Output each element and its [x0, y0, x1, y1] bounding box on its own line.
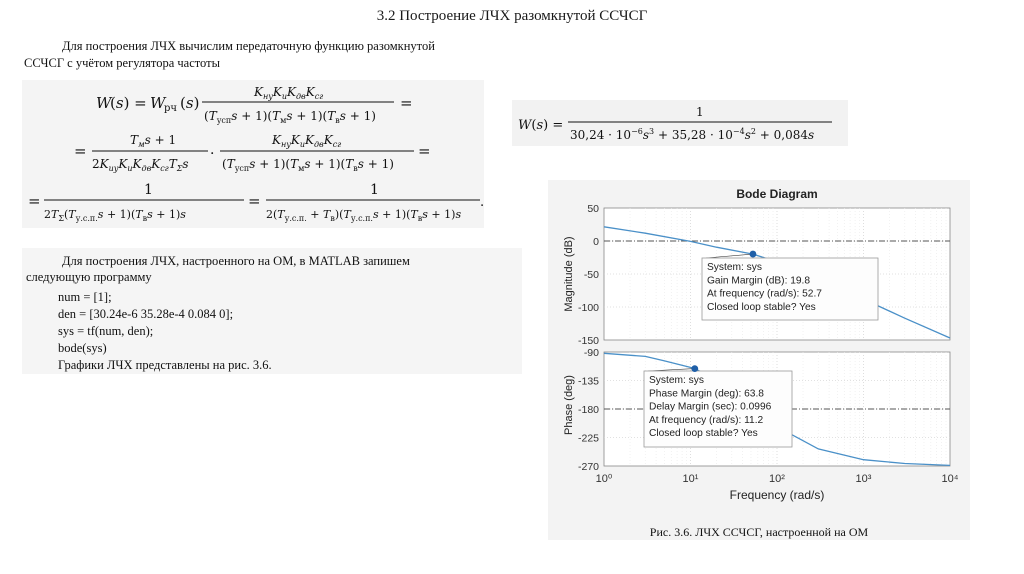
x-tick: 10¹: [682, 473, 699, 485]
code-outro: Графики ЛЧХ представлены на рис. 3.6.: [58, 358, 272, 372]
xlabel: Frequency (rad/s): [729, 488, 825, 502]
magnitude-datatip-line: At frequency (rad/s): 52.7: [707, 288, 822, 300]
figure-panel: [548, 180, 970, 540]
magnitude-datatip-line: System: sys: [707, 262, 762, 273]
code-intro-line2: следующую программу: [26, 270, 152, 284]
magnitude-datatip-line: Closed loop stable? Yes: [707, 301, 816, 313]
phase-ytick: -180: [577, 404, 599, 416]
magnitude-ytick: -50: [583, 269, 599, 281]
phase-axes: [578, 347, 959, 485]
x-tick: 10²: [769, 473, 785, 485]
intro-line2: ССЧСГ с учётом регулятора частоты: [24, 56, 220, 70]
phase-datatip-line: Phase Margin (deg): 63.8: [649, 388, 764, 400]
magnitude-marker: [750, 251, 757, 258]
magnitude-ylabel: Magnitude (dB): [563, 236, 575, 312]
eq1-den: $(T_{усп}s + 1)(T_мs + 1)(T_вs + 1)$: [204, 109, 376, 125]
tf-den: $30,24 \cdot 10^{-6}s^3 + 35,28 \cdot 10^{-4}s^2 + 0,084s$: [570, 127, 815, 142]
equation-svg: [22, 80, 484, 228]
equation-block: [22, 80, 484, 228]
figure-caption: Рис. 3.6. ЛЧХ ССЧСГ, настроенной на ОМ: [649, 525, 869, 539]
tf-num: 1: [696, 105, 704, 119]
magnitude-datatip-line: Gain Margin (dB): 19.8: [707, 275, 811, 287]
eq3-eq2: =: [248, 192, 261, 210]
phase-ytick: -270: [577, 461, 599, 473]
eq1-w: W: [150, 94, 166, 112]
phase-datatip-line: At frequency (rad/s): 11.2: [649, 414, 764, 426]
code-block: [22, 248, 522, 374]
x-tick: 10³: [855, 473, 872, 485]
code-line-2: den = [30.24e-6 35.28e-4 0.084 0];: [58, 307, 234, 321]
eq1-lhs: W: [96, 94, 112, 112]
eq2-eq: =: [74, 142, 87, 160]
eq2-den: $2K_{иу}K_иK_{дв}K_{сг}T_\Sigma s$: [92, 157, 189, 173]
magnitude-axes: [578, 203, 950, 347]
eq1-lhs2: (s) =: [110, 94, 147, 112]
transfer-function-svg: [512, 100, 848, 146]
eq2-num2: $K_{ну}K_иK_{дв}K_{сг}$: [272, 133, 342, 149]
magnitude-ytick: 50: [587, 203, 599, 215]
intro-paragraph: [24, 38, 540, 72]
eq2-dot: ·: [210, 146, 215, 162]
code-line-3: sys = tf(num, den);: [58, 324, 154, 338]
phase-datatip-line: Delay Margin (sec): 0.0996: [649, 401, 772, 413]
transfer-function-block: [512, 100, 848, 146]
magnitude-ytick: 0: [593, 236, 599, 248]
eq2-eq2: =: [418, 142, 431, 160]
code-intro-line1: Для построения ЛЧХ, настроенного на ОМ, в MATLAB запишем: [62, 254, 410, 268]
phase-ytick: -135: [577, 375, 599, 388]
eq1-eq: =: [400, 94, 413, 112]
eq3-den2: $2(T_{у.с.п.} + T_в)(T_{у.с.п.}s + 1)(T_вs + 1)s$: [266, 208, 462, 223]
phase-ylabel: Phase (deg): [563, 375, 575, 435]
magnitude-ytick: -100: [577, 302, 599, 314]
phase-marker: [691, 365, 698, 372]
eq3-num: 1: [144, 182, 153, 198]
phase-datatip-line: Closed loop stable? Yes: [649, 428, 758, 440]
eq1-s: (s): [180, 94, 200, 112]
bode-diagram: [548, 180, 970, 520]
tf-lhs: W(s) =: [518, 118, 564, 133]
eq1-num: $K_{ну}K_иK_{дв}K_{сг}$: [254, 85, 324, 101]
chart-title: Bode Diagram: [736, 187, 818, 201]
eq2-den2: $(T_{усп}s + 1)(T_мs + 1)(T_вs + 1)$: [222, 157, 394, 173]
phase-ytick: -90: [583, 347, 599, 359]
phase-ytick: -225: [577, 432, 599, 445]
eq3-eq: =: [28, 192, 41, 210]
page-title: 3.2 Построение ЛЧХ разомкнутой ССЧСГ: [376, 8, 648, 24]
eq3-num2: 1: [370, 182, 379, 198]
eq3-den: $2T_\Sigma(T_{у.с.п.}s + 1)(T_вs + 1)s$: [44, 208, 186, 223]
eq3-dot: .: [480, 195, 484, 210]
x-tick: 10⁰: [595, 473, 613, 485]
code-line-1: num = [1];: [58, 290, 112, 304]
eq1-sub: рч: [164, 103, 178, 114]
phase-datatip-line: System: sys: [649, 375, 704, 386]
code-line-4: bode(sys): [58, 341, 107, 355]
intro-line1: Для построения ЛЧХ вычислим передаточную функцию разомкнутой: [62, 39, 435, 53]
x-tick: 10⁴: [941, 473, 959, 485]
eq2-num: $T_мs + 1$: [130, 133, 177, 149]
magnitude-ytick: -150: [577, 335, 599, 347]
